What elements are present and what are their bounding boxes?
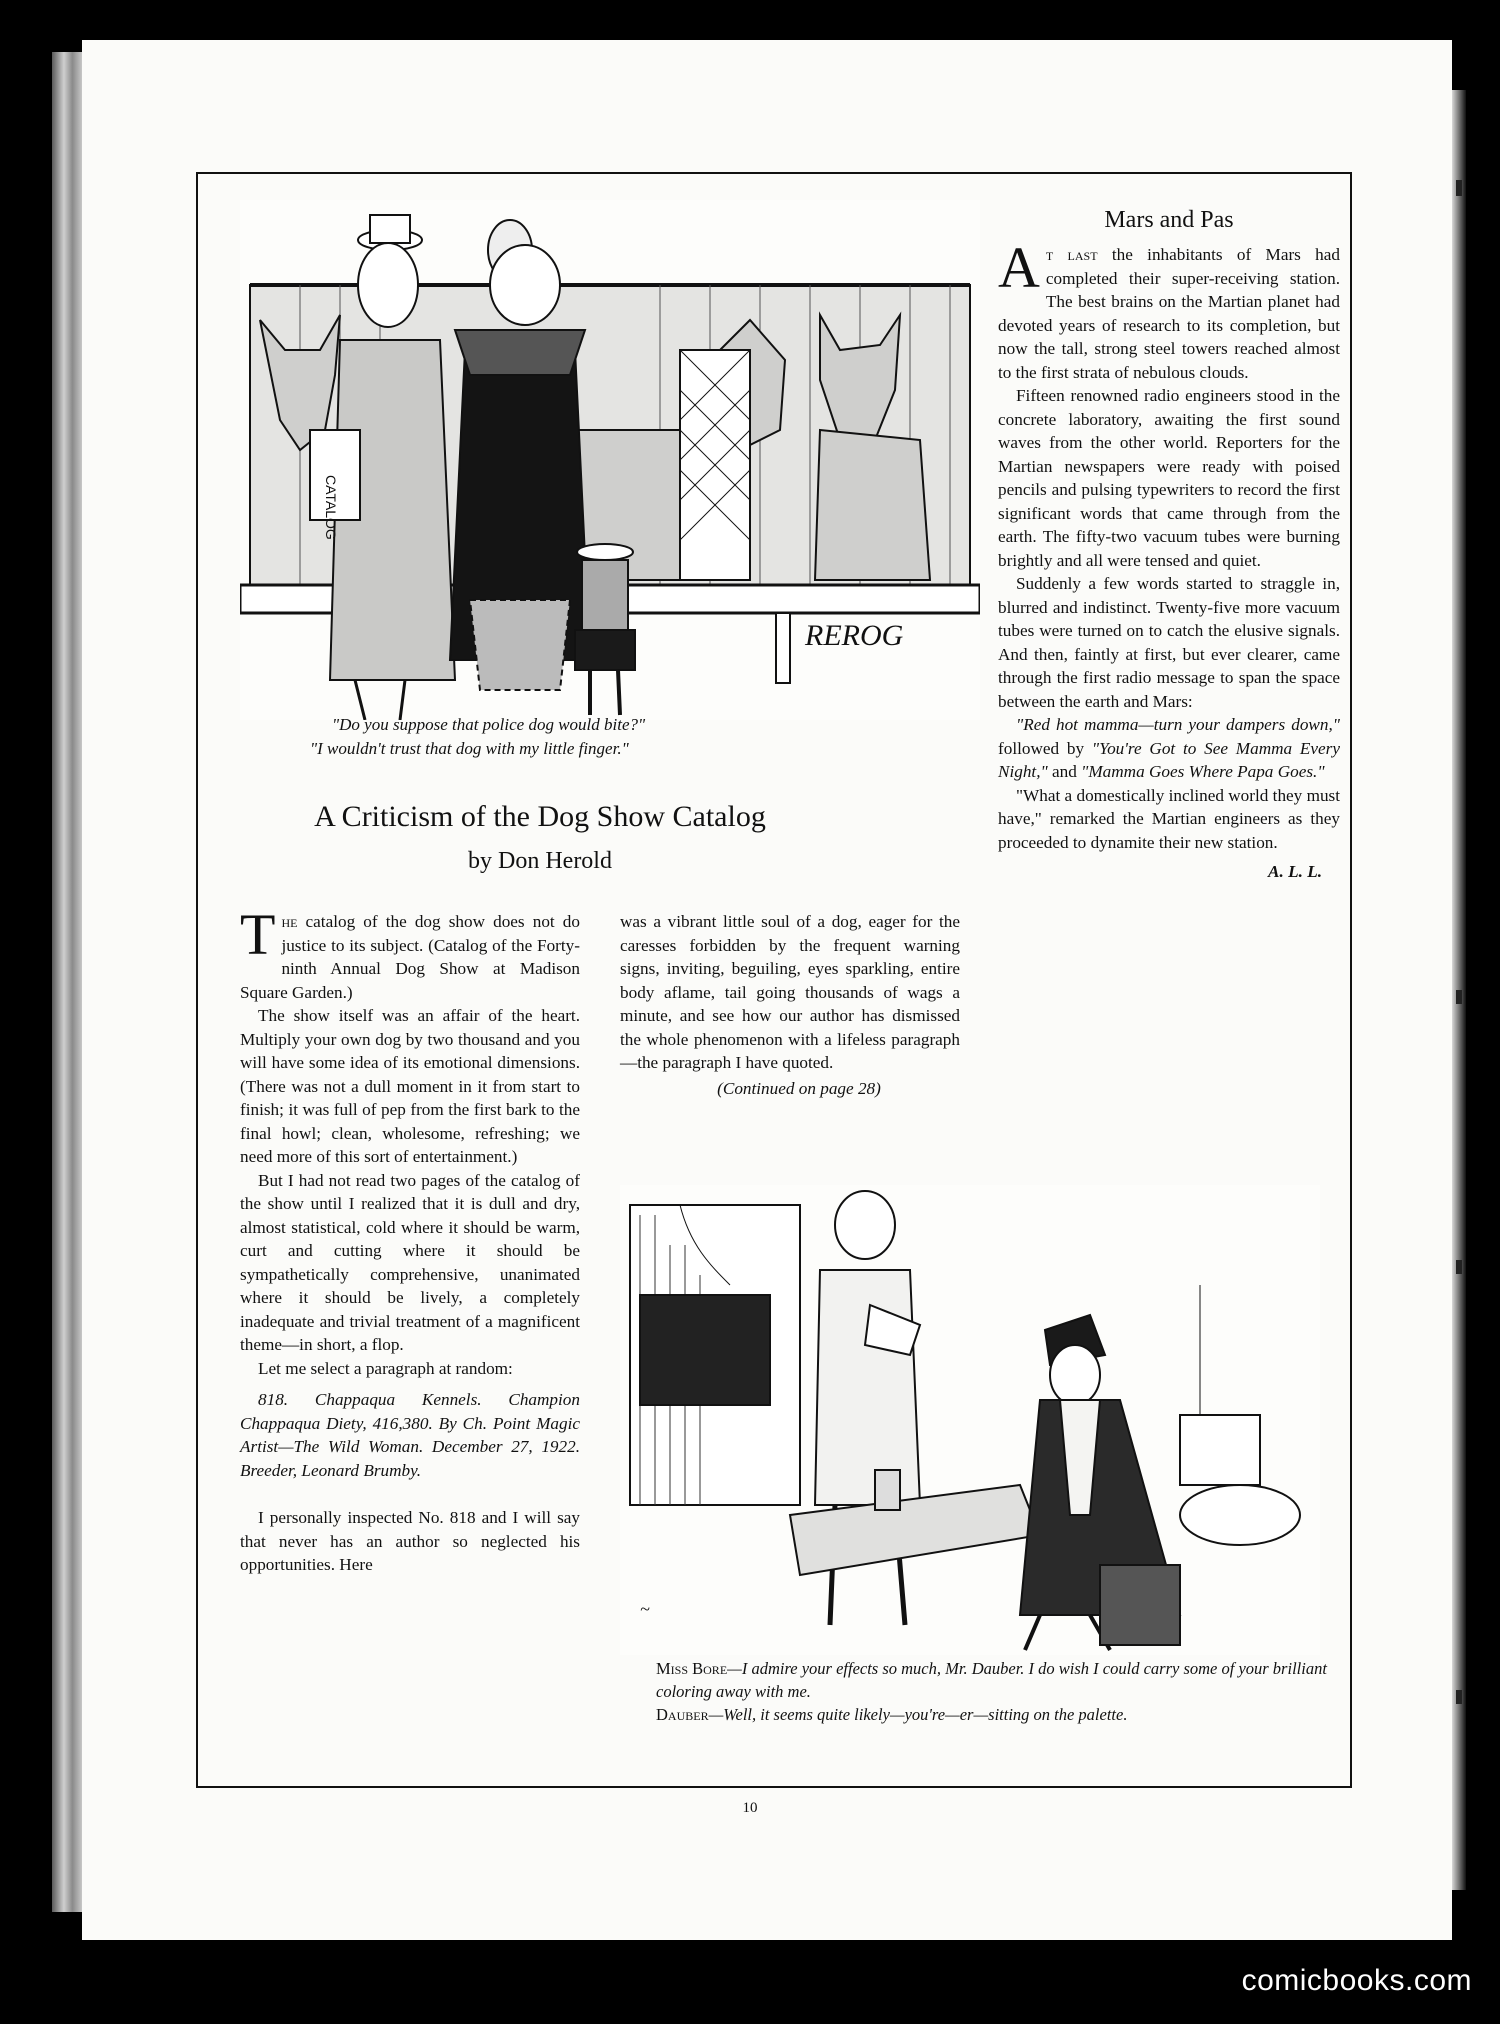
catalog-label: CATALOG [323,475,339,540]
cartoon2-caption [620,1657,1340,1726]
mars-text: followed by [998,738,1092,758]
article-paragraph [240,902,580,1004]
studio-cartoon [620,1185,1320,1655]
article-column-1 [240,902,580,1577]
site-watermark: comicbooks.com [1241,1964,1472,1997]
mars-paragraph: Suddenly a few words started to straggle in, blurred and indistinct. Twenty-five more vacuum tubes were turned on to catch the elusive signals. And then, faintly at first, but ever clearer, came through the first radio message to span the space between the earth and Mars: [998,574,1340,711]
caption-dialogue: —Well, it seems quite likely—you're—er—sitting on the palette. [708,1705,1128,1724]
artist-signature: REROG [805,619,904,652]
article-title: A Criticism of the Dog Show Catalog [314,800,766,833]
page-number: 10 [742,1800,758,1816]
lead-smallcaps: he [281,912,298,931]
article-paragraph: was a vibrant little soul of a dog, eager for the caresses forbidden by the frequent warning signs, inviting, beguiling, eyes sparkling, entire body aflame, tail going thousands of wags a minute, and see how our author has dismissed the whole phenomenon with a lifeless paragraph—the paragraph I have quoted. [620,912,960,1072]
drop-cap: T [240,902,276,967]
lead-text: the inhabitants of Mars had completed their super-receiving station. The best brains on the Martian planet had devoted years of research to its completion, but now the tall, strong steel towers reached almost to the first strata of nebulous clouds. [998,245,1340,382]
song-title: "You're Got to See Mamma Every Night," [998,738,1340,781]
article-paragraph: Let me select a paragraph at random: [258,1358,513,1378]
edge-mark [1456,1260,1462,1274]
song-title: "Mamma Goes Where Papa Goes." [1081,762,1325,781]
edge-mark [1456,180,1462,196]
caption-line [620,1657,1340,1703]
caption-speaker: Miss Bore [656,1659,728,1678]
caption-line: "Do you suppose that police dog would bite?" [332,715,646,734]
mars-paragraph [998,713,1340,784]
mars-column [998,205,1340,884]
article-byline: by Don Herold [468,848,612,874]
dog-show-drawing [240,200,980,720]
mars-title: Mars and Pas [1104,207,1234,233]
song-title: "Red hot mamma—turn your dampers down," [1016,715,1340,734]
catalog-quote: 818. Chappaqua Kennels. Champion Chappaqua Diety, 416,380. By Ch. Point Magic Artist—The Wild Woman. December 27, 1922. Breeder, Leonard Brumby. [240,1390,580,1480]
mars-paragraph [998,235,1340,384]
mars-paragraph: "What a domestically inclined world they must have," remarked the Martian engineers as they proceeded to dynamite their new station. [998,785,1340,852]
cartoon1-caption [290,713,910,761]
mars-signature: A. L. L. [1268,862,1322,881]
article-paragraph: The show itself was an affair of the heart. Multiply your own dog by two thousand and you will have some idea of its emotional dimensions. (There was not a dull moment in it from start to finish; it was full of pep from the first bark to the final howl; clean, wholesome, refreshing; we need more of this sort of entertainment.) [240,1006,580,1166]
mars-text: and [1047,762,1082,781]
edge-mark [1456,1690,1462,1704]
article-column-2 [620,910,960,1100]
edge-mark [1456,990,1462,1004]
article-paragraph: But I had not read two pages of the catalog of the show until I realized that it is dull and dry, almost statistical, cold where it should be warm, curt and cutting where it should be sympathetically comprehensive, unanimated where it should be lively, a completely inadequate and trivial treatment of a magnificent theme—in short, a flop. [240,1170,580,1354]
lead-text: catalog of the dog show does not do justice to its subject. (Catalog of the Forty-ninth Annual Dog Show at Madison Square Garden.) [240,912,580,1002]
caption-dialogue: —I admire your effects so much, Mr. Dauber. I do wish I could carry some of your brilliant coloring away with me. [656,1659,1327,1701]
artist-signature: ~ [640,1599,650,1619]
mars-paragraph: Fifteen renowned radio engineers stood in the concrete laboratory, awaiting the first sound waves from the other world. Reporters for the Martian newspapers were ready with poised pencils and pulsing typewriters to record the first significant words that came through from the earth. The fifty-two vacuum tubes were burning brightly and all were tensed and quiet. [998,386,1340,570]
lead-smallcaps: t last [1045,245,1098,264]
book-binding [52,52,86,1912]
drop-cap: A [998,235,1040,300]
studio-drawing [620,1185,1320,1655]
caption-line: "I wouldn't trust that dog with my little finger." [310,739,629,758]
article-paragraph: I personally inspected No. 818 and I will say that never has an author so neglected his opportunities. Here [240,1508,580,1574]
continued-note: (Continued on page 28) [717,1078,881,1098]
caption-speaker: Dauber [656,1705,709,1724]
caption-line [620,1703,1340,1726]
dog-show-cartoon [240,200,980,720]
